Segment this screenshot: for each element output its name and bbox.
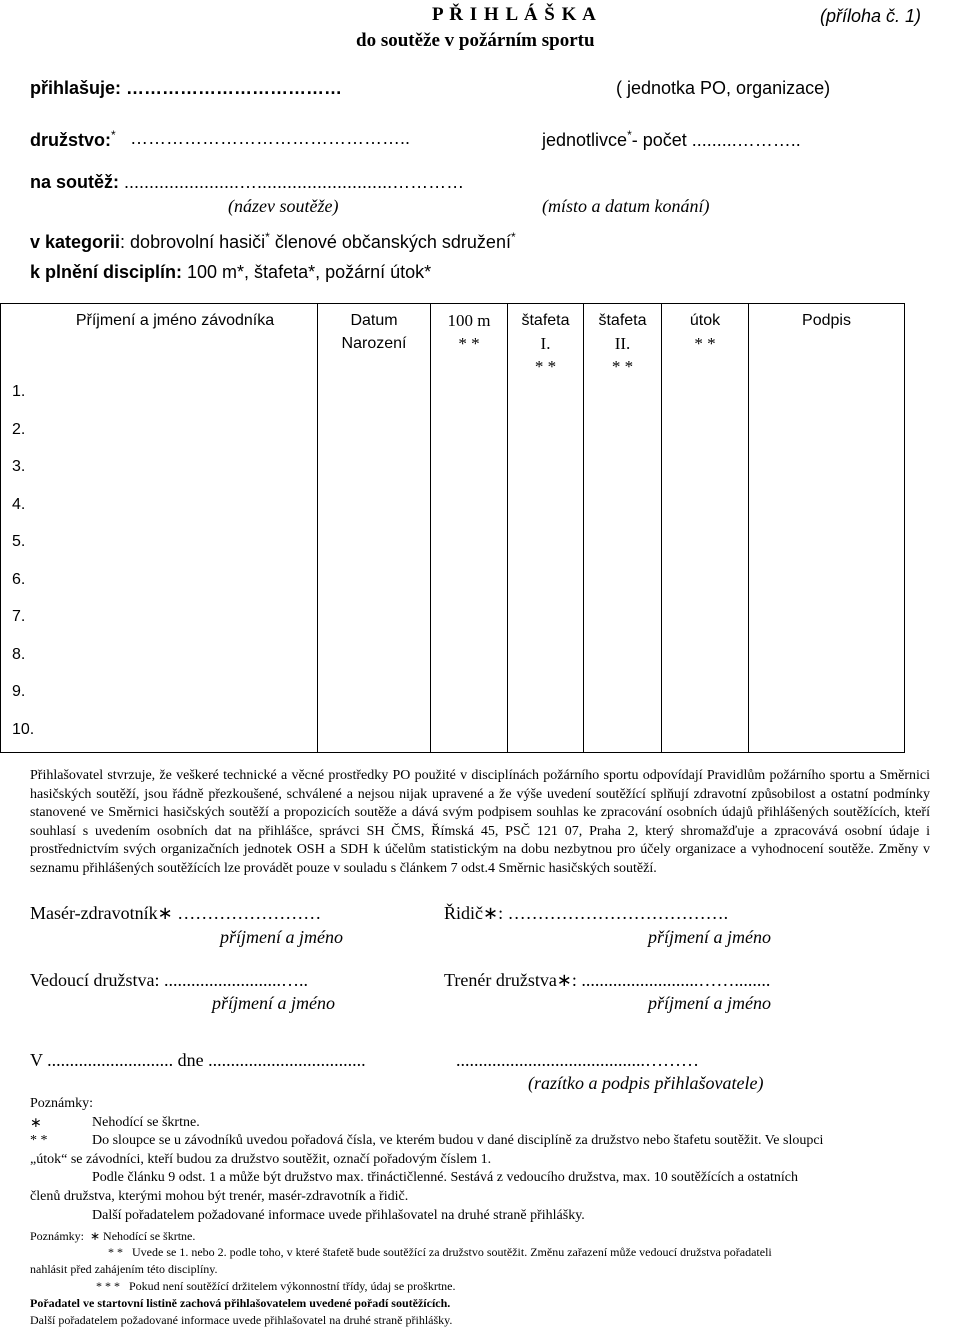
jednotlivci-star: * <box>627 128 632 142</box>
annex-label: (příloha č. 1) <box>820 6 922 26</box>
table-col-divider <box>430 303 431 753</box>
table-row-number: 6. <box>12 571 26 588</box>
prihlasuje-field[interactable]: ……………………………… <box>121 78 343 98</box>
discipliny-options[interactable]: 100 m*, štafeta*, požární útok* <box>182 262 432 282</box>
druzstvo-star: * <box>111 128 116 142</box>
notes-small-2-text: Uvede se 1. nebo 2. podle toho, v které štafetě bude soutěžící za družstvo soutěžit. Změnu zařazení může vedoucí družstva pořadateli <box>132 1245 772 1259</box>
ridic-hint: příjmení a jméno <box>648 927 771 947</box>
table-row-number: 7. <box>12 608 26 625</box>
notes-small-1: ∗ Nehodící se škrtne. <box>90 1229 196 1243</box>
table-col-divider <box>317 303 318 753</box>
kategorie-star-2: * <box>510 230 516 244</box>
col-header-name-text: Příjmení a jméno závodníka <box>75 312 275 329</box>
col-header-stafeta-2-l1: štafeta <box>598 312 647 329</box>
prihlasuje-label: přihlašuje: <box>30 78 122 98</box>
jednotlivci-count-field[interactable]: - počet .........……….. <box>631 130 801 150</box>
prihlasuje-line <box>30 78 342 99</box>
na-soutez-field[interactable]: .......................…...........................………… <box>119 172 465 192</box>
trener-field[interactable]: Trenér družstva∗: ..........................……........ <box>444 970 771 990</box>
note-2-text: Do sloupce se u závodníků uvedou pořadová čísla, ve kterém budou v dané disciplíně za družstvo nebo štafetu soutěžit. Ve sloupci <box>92 1133 824 1148</box>
table-col-divider <box>661 303 662 753</box>
kategorie-option-hasici[interactable]: : dobrovolní hasiči <box>120 232 266 252</box>
col-header-stafeta-1 <box>508 309 583 378</box>
col-header-utok-l1: útok <box>689 312 721 329</box>
table-row-number: 3. <box>12 458 26 475</box>
na-soutez-line <box>30 172 464 193</box>
notes-small-title-label: Poznámky: <box>30 1229 84 1243</box>
place-date-field[interactable]: V ............................ dne ................................... <box>30 1050 366 1070</box>
na-soutez-label: na soutěž: <box>30 172 120 192</box>
col-header-utok-stars: * * <box>694 334 716 353</box>
nazev-hint: (název soutěže) <box>228 196 339 216</box>
note-1-text: Nehodící se škrtne. <box>92 1115 200 1130</box>
form-subtitle: do soutěže v požárním sportu <box>356 30 595 51</box>
form-title: P Ř I H L Á Š K A <box>432 4 597 25</box>
ridic-field[interactable]: ………………………………. <box>503 903 729 923</box>
note-3-text-cont: členů družstva, kterými mohou být trenér, masér-zdravotník a řidič. <box>30 1189 409 1204</box>
table-row-number: 9. <box>12 683 26 700</box>
maser-hint: příjmení a jméno <box>220 927 343 947</box>
col-header-birthdate-l1: Datum <box>350 312 398 329</box>
col-header-100m <box>431 309 507 355</box>
notes-small-2-mark: * * <box>108 1245 123 1259</box>
declaration-paragraph: Přihlašovatel stvrzuje, že veškeré technické a věcné prostředky PO použité v disciplínách požárního sportu odpovídají Pravidlům požárního sportu a Směrnici hasičských soutěží, jsou řádně přezkoušené, schválené a nejsou nijak upravené a že výše uvedení soutěžící splňují zdravotní způsobilost a ostatní podmínky stanovené ve Směrnici hasičských soutěží a propozicích soutěže a dává svým podpisem souhlas ke zpracování osobních údajů přihlášených soutěžících, kteří souhlasí s uvedením osobních dat na přihlášce, správci SH ČMS, Římská 45, PSČ 121 07, Praha 2, který shromažďuje a zpracovává osobní údaje i prostřednictvím svých organizačních jednotek OSH a SDH k účelům statistickým na dobu nezbytnou pro účely organizace a vyhodnocení soutěže. Změny v seznamu přihlášených soutěžících lze provádět pouze v souladu s článkem 7 odst.4 Směrnic hasičských soutěží. <box>30 768 930 876</box>
stamp-signature-hint: (razítko a podpis přihlašovatele) <box>528 1073 764 1093</box>
table-border-left <box>0 303 1 753</box>
kategorie-label: v kategorii <box>30 232 121 252</box>
col-header-utok <box>662 309 748 355</box>
col-header-stafeta-1-l2: I. <box>540 334 551 353</box>
table-row-number: 2. <box>12 421 26 438</box>
note-2-text-cont: „útok“ se závodníci, kteří budou za družstvo soutěžit, označí pořadovým číslem 1. <box>30 1152 492 1167</box>
col-header-stafeta-2 <box>584 309 661 378</box>
notes-small-title <box>30 1229 195 1244</box>
col-header-birthdate <box>318 309 430 355</box>
table-row-number: 1. <box>12 383 26 400</box>
table-row-number: 5. <box>12 533 26 550</box>
note-4-text: Další pořadatelem požadované informace uvede přihlašovatel na druhé straně přihlášky. <box>92 1208 585 1223</box>
table-border-bottom <box>0 752 905 753</box>
notes-small-2-cont: nahlásit před zahájením této disciplíny. <box>30 1262 218 1276</box>
stamp-signature-field[interactable]: ..........................................……… <box>456 1050 699 1070</box>
table-row-number: 4. <box>12 496 26 513</box>
druzstvo-field[interactable]: ……………………………………….. <box>130 128 411 148</box>
jednotlivci-label: jednotlivce <box>542 130 628 150</box>
table-col-divider <box>748 303 749 753</box>
competitors-table <box>0 303 905 753</box>
col-header-birthdate-l2: Narození <box>341 335 407 352</box>
note-2-mark: * * <box>30 1133 48 1148</box>
maser-label: Masér-zdravotník∗ <box>30 903 173 923</box>
col-header-podpis-text: Podpis <box>802 312 851 329</box>
kategorie-star-1: * <box>265 230 270 244</box>
notes-small-3-text: Pokud není soutěžící držitelem výkonnostní třídy, údaj se proškrtne. <box>129 1279 456 1293</box>
kategorie-option-sdruzeni[interactable]: členové občanských sdružení <box>269 232 511 252</box>
prihlasuje-hint: ( jednotka PO, organizace) <box>616 78 831 98</box>
note-1-mark: ∗ <box>30 1116 42 1131</box>
notes-small-5: Další pořadatelem požadované informace uvede přihlašovatel na druhé straně přihlášky. <box>30 1313 453 1327</box>
jednotlivci-line <box>542 128 801 151</box>
trener-hint: příjmení a jméno <box>648 993 771 1013</box>
druzstvo-line <box>30 128 116 151</box>
col-header-stafeta-1-l1: štafeta <box>521 312 570 329</box>
discipliny-label: k plnění disciplín: <box>30 262 183 282</box>
col-header-stafeta-2-l2: II. <box>614 334 631 353</box>
col-header-podpis <box>749 309 904 332</box>
ridic-label: Řidič∗: <box>444 903 504 923</box>
col-header-stafeta-2-stars: * * <box>611 357 634 376</box>
notes-small-4: Pořadatel ve startovní listině zachová přihlašovatelem uvedené pořadí soutěžících. <box>30 1296 451 1310</box>
notes-small-2 <box>108 1245 772 1260</box>
notes-small-3-mark: * * * <box>96 1279 120 1293</box>
misto-hint: (místo a datum konání) <box>542 196 710 216</box>
druzstvo-label: družstvo: <box>30 130 111 150</box>
table-border-top <box>0 303 905 304</box>
discipliny-line <box>30 262 431 283</box>
table-row-number: 8. <box>12 646 26 663</box>
ridic-line <box>444 903 728 924</box>
maser-field[interactable]: …………………… <box>172 903 322 923</box>
table-border-right <box>904 303 905 753</box>
col-header-100m-stars: * * <box>458 334 480 353</box>
col-header-name <box>60 309 290 332</box>
note-3-text: Podle článku 9 odst. 1 a může být družstvo max. třináctičlenné. Sestává z vedoucího družstva, max. 10 soutěžících a ostatních <box>92 1170 799 1185</box>
maser-line <box>30 903 321 924</box>
vedouci-hint: příjmení a jméno <box>212 993 335 1013</box>
notes-title: Poznámky: <box>30 1096 93 1111</box>
table-row-number: 10. <box>12 721 35 738</box>
col-header-stafeta-1-stars: * * <box>534 357 557 376</box>
notes-small-3 <box>96 1279 456 1294</box>
col-header-100m-l1: 100 m <box>447 311 491 330</box>
kategorie-line <box>30 230 516 253</box>
vedouci-field[interactable]: Vedoucí družstva: ..........................….. <box>30 970 308 990</box>
